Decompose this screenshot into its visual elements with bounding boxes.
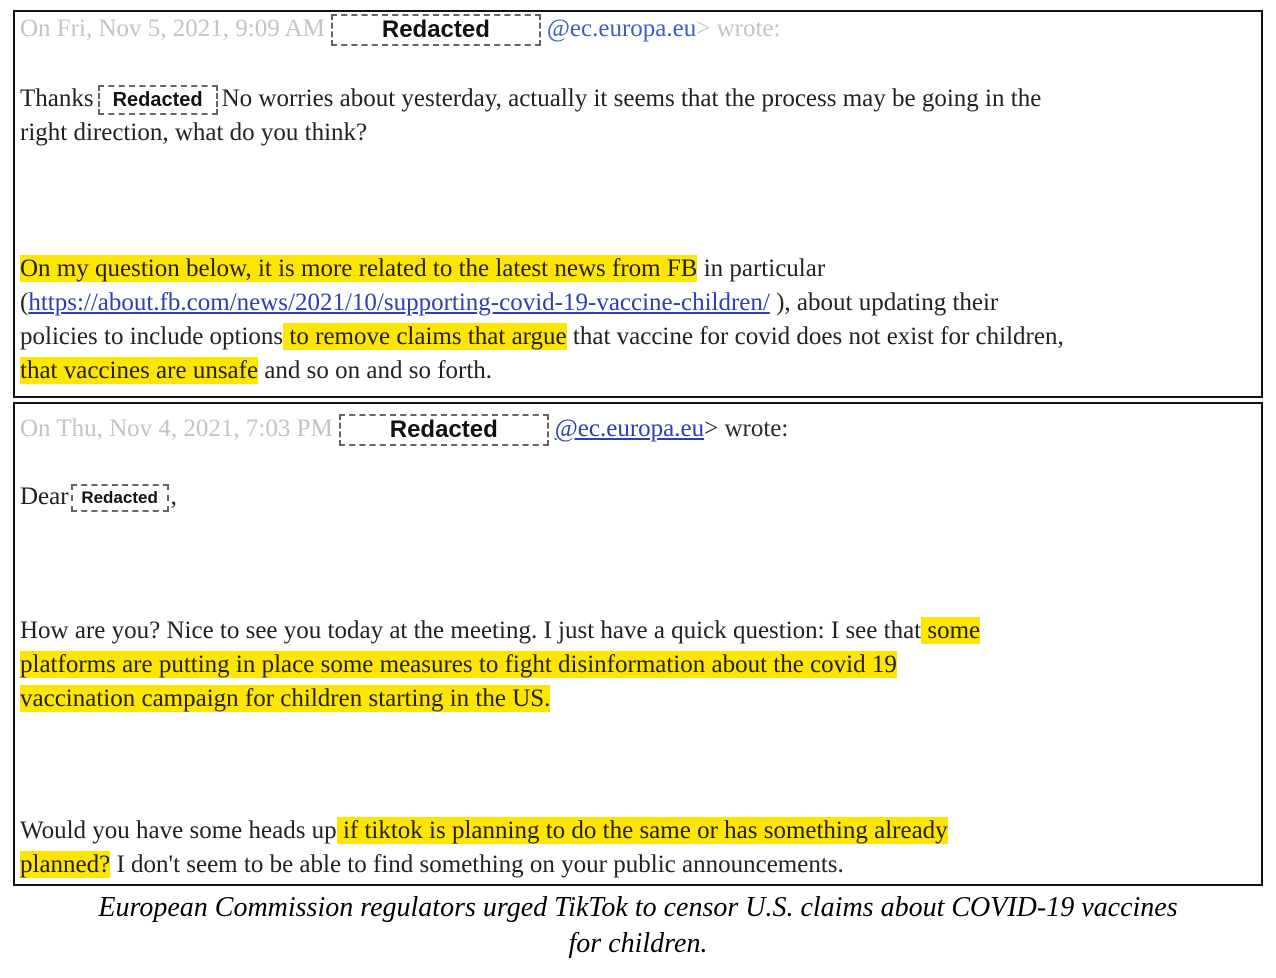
redacted-sender-name: Redacted — [339, 414, 549, 446]
paragraph-line — [20, 684, 550, 714]
highlighted-text: that vaccines are unsafe — [20, 357, 259, 384]
text-comma: , — [170, 483, 177, 510]
redacted-recipient-name: Redacted — [71, 484, 169, 512]
text-heads-up: Would you have some heads up — [20, 817, 337, 844]
text-policies: policies to include options — [20, 323, 284, 350]
text-about-updating: ), about updating their — [769, 289, 999, 316]
highlighted-text: vaccination campaign for children starting in the US. — [20, 685, 551, 712]
email-header-nov-5 — [20, 14, 780, 46]
text-public-announcements: I don't seem to be able to find something on your public announcements. — [110, 851, 844, 878]
caption-line-2: for children. — [568, 928, 708, 959]
fb-news-link[interactable]: https://about.fb.com/news/2021/10/supporting-covid-19-vaccine-children/ — [28, 289, 770, 316]
caption-line-1: European Commission regulators urged TikTok to censor U.S. claims about COVID-19 vaccines — [98, 892, 1178, 923]
paragraph-line — [20, 84, 1041, 115]
text-right-direction: right direction, what do you think? — [20, 119, 368, 146]
text-paren: ( — [20, 289, 29, 316]
paragraph-line — [20, 288, 998, 318]
highlighted-text: platforms are putting in place some measures to fight disinformation about the covid 19 — [20, 651, 897, 678]
redacted-recipient-name: Redacted — [98, 85, 218, 115]
header-wrote: > wrote: — [704, 415, 789, 442]
text-dear: Dear — [20, 483, 69, 510]
redacted-sender-name: Redacted — [331, 14, 541, 46]
paragraph-line — [20, 850, 844, 880]
text-thanks: Thanks — [20, 85, 94, 112]
email-date: On Fri, Nov 5, 2021, 9:09 AM — [20, 15, 325, 42]
paragraph-line — [20, 356, 492, 386]
email-header-nov-4 — [20, 414, 788, 446]
greeting-line — [20, 482, 177, 512]
paragraph-line — [20, 650, 897, 680]
highlighted-text: some — [921, 617, 981, 644]
email-excerpt-nov-4 — [13, 402, 1263, 886]
highlighted-text: if tiktok is planning to do the same or has something already — [336, 817, 948, 844]
paragraph-line — [20, 816, 948, 846]
paragraph-line — [20, 254, 825, 284]
email-excerpt-nov-5 — [13, 10, 1263, 398]
figure-caption — [0, 890, 1276, 962]
text-in-particular: in particular — [697, 255, 826, 282]
paragraph-line — [20, 322, 1064, 352]
text-how-are-you: How are you? Nice to see you today at the meeting. I just have a quick question: I see that — [20, 617, 922, 644]
highlighted-text: to remove claims that argue — [283, 323, 567, 350]
highlighted-text: On my question below, it is more related to the latest news from FB — [20, 255, 698, 282]
text-no-worries: No worries about yesterday, actually it seems that the process may be going in the — [221, 85, 1042, 112]
text-so-forth: and so on and so forth. — [258, 357, 493, 384]
sender-domain: @ec.europa.eu — [546, 15, 697, 42]
sender-domain[interactable]: @ec.europa.eu — [554, 415, 705, 442]
paragraph-line — [20, 118, 367, 148]
header-wrote: > wrote: — [696, 15, 781, 42]
email-date: On Thu, Nov 4, 2021, 7:03 PM — [20, 415, 333, 442]
highlighted-text: planned? — [20, 851, 111, 878]
text-vaccine-children: that vaccine for covid does not exist for children, — [566, 323, 1064, 350]
paragraph-line — [20, 616, 980, 646]
